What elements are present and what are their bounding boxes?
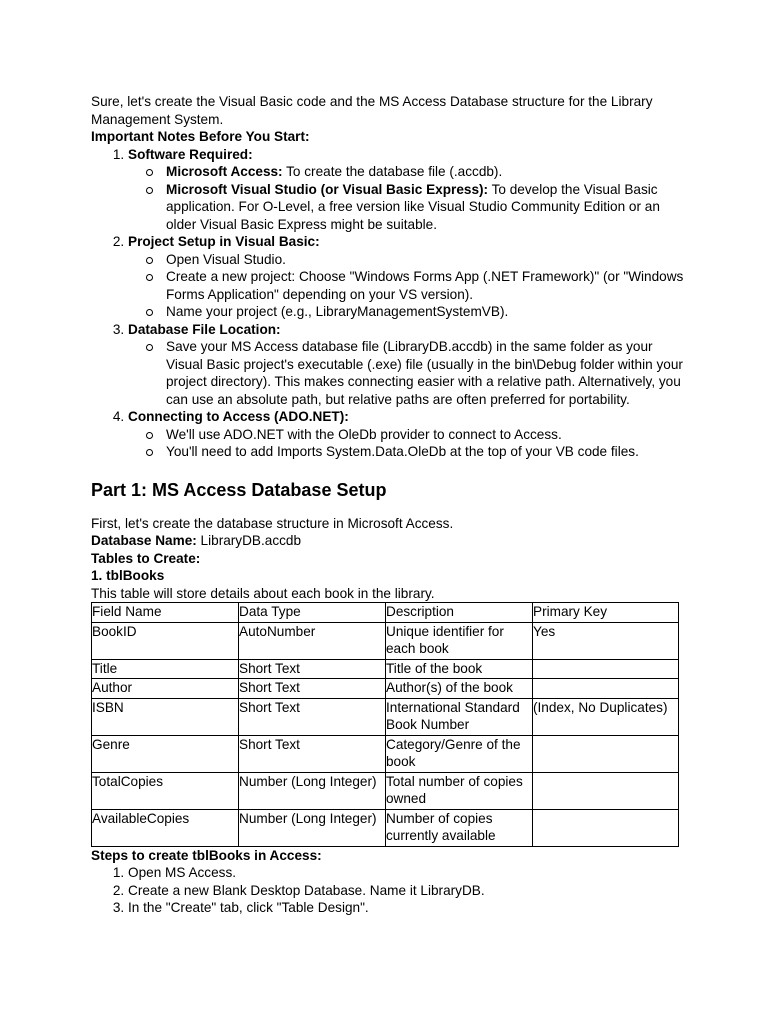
table-cell: BookID: [92, 622, 239, 659]
sub-item-text: To create the database file (.accdb).: [282, 164, 503, 179]
table-cell: International Standard Book Number: [386, 698, 533, 735]
table-cell: Author(s) of the book: [386, 679, 533, 699]
sub-item: [166, 443, 691, 461]
note-item: [128, 233, 691, 321]
sub-item: [166, 338, 691, 408]
table-cell: [533, 659, 679, 679]
table1-heading: 1. tblBooks: [91, 568, 165, 583]
table-row: [92, 735, 679, 772]
note-title: Software Required:: [128, 146, 253, 162]
note-item: [128, 321, 691, 409]
sub-item: [166, 181, 691, 234]
table-cell: ISBN: [92, 698, 239, 735]
table-cell: Short Text: [239, 735, 386, 772]
step-item: 2. Create a new Blank Desktop Database. Name it LibraryDB.: [128, 882, 691, 900]
note-sublist: [128, 338, 691, 408]
sub-item-text: Open Visual Studio.: [166, 251, 286, 267]
table-row: [92, 679, 679, 699]
sub-item-text: Create a new project: Choose "Windows Forms App (.NET Framework)" (or "Windows Forms Application" depending on your VS version).: [166, 269, 684, 302]
db-name-label: Database Name:: [91, 533, 197, 548]
note-sublist: [128, 251, 691, 321]
step-item: 3. In the "Create" tab, click "Table Design".: [128, 899, 691, 917]
table-cell: Title: [92, 659, 239, 679]
table1-description: This table will store details about each book in the library.: [91, 585, 435, 601]
sub-item: [166, 268, 691, 303]
part1-heading: Part 1: MS Access Database Setup: [91, 479, 387, 500]
table-cell: Author: [92, 679, 239, 699]
sub-item-text: We'll use ADO.NET with the OleDb provider to connect to Access.: [166, 426, 562, 442]
table-cell: Number of copies currently available: [386, 809, 533, 846]
table-cell: [533, 679, 679, 699]
db-name-value: LibraryDB.accdb: [196, 533, 302, 548]
sub-item-text: You'll need to add Imports System.Data.OleDb at the top of your VB code files.: [166, 444, 639, 459]
table-cell: AvailableCopies: [92, 809, 239, 846]
note-title: Connecting to Access (ADO.NET):: [128, 409, 349, 424]
tables-heading: Tables to Create:: [91, 550, 201, 566]
sub-item-bold: Microsoft Access:: [166, 164, 283, 179]
sub-item: [166, 163, 691, 181]
table-cell: Category/Genre of the book: [386, 735, 533, 772]
notes-list: [91, 146, 691, 461]
step-item: 1. Open MS Access.: [128, 864, 691, 882]
table-cell: TotalCopies: [92, 772, 239, 809]
steps-list: [91, 864, 691, 917]
notes-heading: Important Notes Before You Start:: [91, 129, 310, 144]
table-cell: Short Text: [239, 679, 386, 699]
sub-item: [166, 251, 691, 269]
table-cell: Genre: [92, 735, 239, 772]
note-sublist: [128, 426, 691, 461]
table-row: [92, 622, 679, 659]
part1-intro: First, let's create the database structure in Microsoft Access.: [91, 515, 454, 531]
intro-paragraph: Sure, let's create the Visual Basic code and the MS Access Database structure for the Library Management System.: [91, 94, 653, 127]
table-cell: Unique identifier for each book: [386, 622, 533, 659]
sub-item-text: To develop the Visual Basic application. For O-Level, a free version like Visual Studio Community Edition or an older Visual Basic Express might be suitable.: [166, 181, 660, 232]
table-cell: AutoNumber: [239, 622, 386, 659]
header-cell: Data Type: [239, 603, 386, 623]
table-row: [92, 659, 679, 679]
table-cell: Number (Long Integer): [239, 772, 386, 809]
sub-item: [166, 303, 691, 321]
db-name-line: [91, 532, 691, 550]
document-page: [91, 93, 691, 917]
table-cell: [533, 809, 679, 846]
table-cell: [533, 772, 679, 809]
note-title: Database File Location:: [128, 321, 281, 337]
table-cell: Title of the book: [386, 659, 533, 679]
sub-item-text: Save your MS Access database file (LibraryDB.accdb) in the same folder as your Visual Basic project's executable (.exe) file (usually in the bin\Debug folder within your project directory). This makes connecting easier with a relative path. Alternatively, you can use an absolute path, but relative paths are often preferred for portability.: [166, 339, 683, 407]
note-sublist: [128, 163, 691, 233]
table-row: [92, 809, 679, 846]
note-item: [128, 146, 691, 234]
table-cell: Yes: [533, 622, 679, 659]
note-item: [128, 408, 691, 461]
table-header-row: [92, 603, 679, 623]
table-row: [92, 698, 679, 735]
table-cell: Total number of copies owned: [386, 772, 533, 809]
sub-item-bold: Microsoft Visual Studio (or Visual Basic Express):: [166, 181, 489, 197]
header-cell: Field Name: [92, 603, 239, 623]
table-cell: Number (Long Integer): [239, 809, 386, 846]
table-cell: Short Text: [239, 659, 386, 679]
table-row: [92, 772, 679, 809]
header-cell: Primary Key: [533, 603, 679, 623]
note-title: Project Setup in Visual Basic:: [128, 234, 320, 249]
header-cell: Description: [386, 603, 533, 623]
table-cell: (Index, No Duplicates): [533, 698, 679, 735]
sub-item-text: Name your project (e.g., LibraryManagementSystemVB).: [166, 304, 509, 319]
table-cell: Short Text: [239, 698, 386, 735]
table-cell: [533, 735, 679, 772]
tblbooks-table: [91, 602, 679, 847]
steps-heading: Steps to create tblBooks in Access:: [91, 847, 322, 863]
sub-item: [166, 426, 691, 444]
